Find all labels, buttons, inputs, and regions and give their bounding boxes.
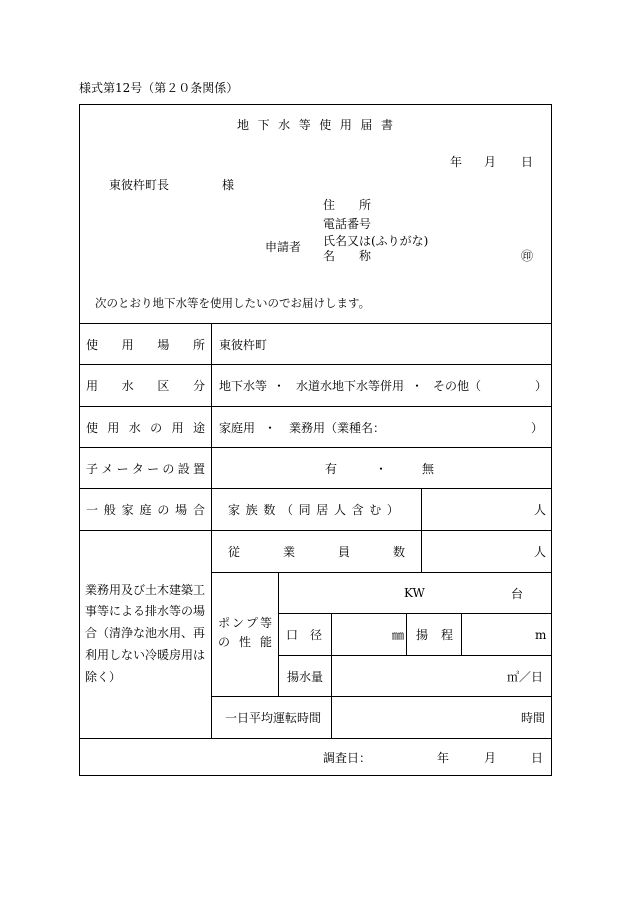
survey-month-label: 月: [484, 750, 497, 765]
option-business: 業務用（業種名：: [289, 420, 386, 435]
daily-hours-unit: 時間: [521, 711, 546, 725]
sub-meter-label: 子 メ ー タ ー の 設 置: [86, 461, 205, 476]
bore-label: 口 径: [286, 628, 322, 642]
head-label: 揚 程: [416, 628, 453, 642]
rule-pump-column: [278, 572, 279, 696]
survey-day-label: 日: [531, 750, 544, 765]
date-month-label: 月: [484, 155, 497, 169]
location-value: 東彼杵町: [219, 337, 268, 352]
separator: ・: [264, 420, 277, 435]
rule-row6e: [79, 738, 552, 739]
survey-date-label: 調査日：: [323, 750, 372, 765]
addressee-name: 東彼杵町長: [109, 178, 170, 192]
location-label: 使 用 場 所: [86, 337, 205, 352]
option-groundwater: 地下水等: [219, 379, 268, 393]
separator: ・: [273, 379, 286, 393]
applicant-name-label: 氏名又は(ふりがな): [323, 234, 429, 248]
separator: ・: [375, 461, 388, 476]
applicant-label: 申請者: [265, 240, 302, 254]
household-label: 一 般 家 庭 の 場 合: [86, 503, 205, 517]
rule-unit-column: [421, 488, 422, 572]
pump-label-line2: の 性 能: [218, 635, 272, 649]
rule-label-column: [211, 323, 212, 738]
form-number: 様式第12号（第２０条関係）: [79, 81, 239, 95]
employees-label: 従 業 員 数: [228, 545, 405, 559]
sub-meter-no: 無: [422, 461, 435, 476]
pump-label-line1: ポ ン プ 等: [218, 616, 272, 630]
applicant-phone-label: 電話番号: [323, 217, 372, 231]
bore-unit: ㎜: [392, 628, 405, 642]
rule-head-label: [461, 613, 462, 655]
rule-row6a: [211, 572, 552, 573]
separator: ・: [411, 379, 424, 393]
close-paren: ）: [531, 420, 544, 435]
pump-volume-unit: ㎥／日: [507, 669, 544, 684]
option-other: その他（: [433, 379, 482, 393]
date-year-label: 年: [450, 155, 463, 169]
form-title: 地 下 水 等 使 用 届 書: [237, 118, 393, 132]
daily-hours-label: 一日平均運転時間: [225, 711, 322, 725]
water-category-label: 用 水 区 分: [86, 379, 205, 393]
family-count-label: 家 族 数 （ 同 居 人 含 む ）: [228, 503, 399, 517]
rule-sublabel-column: [331, 613, 332, 738]
power-unit: KW: [404, 586, 425, 600]
option-combined: 水道水地下水等併用: [296, 379, 405, 393]
option-home: 家庭用: [219, 420, 256, 435]
family-count-unit: 人: [534, 503, 547, 517]
intro-text: 次のとおり地下水等を使用したいのでお届けします。: [95, 296, 371, 310]
date-day-label: 日: [521, 155, 534, 169]
business-section-label: 業務用及び土木建築工事等による排水等の場合（清浄な池水用、再利用しない冷暖房用は除く）: [85, 582, 206, 684]
employees-unit: 人: [534, 545, 547, 559]
seal-mark: ㊞: [521, 249, 534, 263]
head-unit: m: [535, 627, 547, 642]
business-section-cell: [85, 531, 206, 737]
addressee-honorific: 様: [222, 178, 235, 192]
sub-meter-yes: 有: [325, 461, 338, 476]
rule-bore-unit: [406, 613, 407, 655]
pump-volume-label: 揚水量: [287, 669, 324, 684]
count-unit: 台: [511, 586, 524, 601]
close-paren: ）: [535, 379, 548, 393]
water-usage-label: 使 用 水 の 用 途: [86, 420, 205, 435]
survey-year-label: 年: [437, 750, 450, 765]
applicant-org-label: 名 称: [323, 249, 371, 263]
applicant-address-label: 住 所: [323, 198, 371, 212]
